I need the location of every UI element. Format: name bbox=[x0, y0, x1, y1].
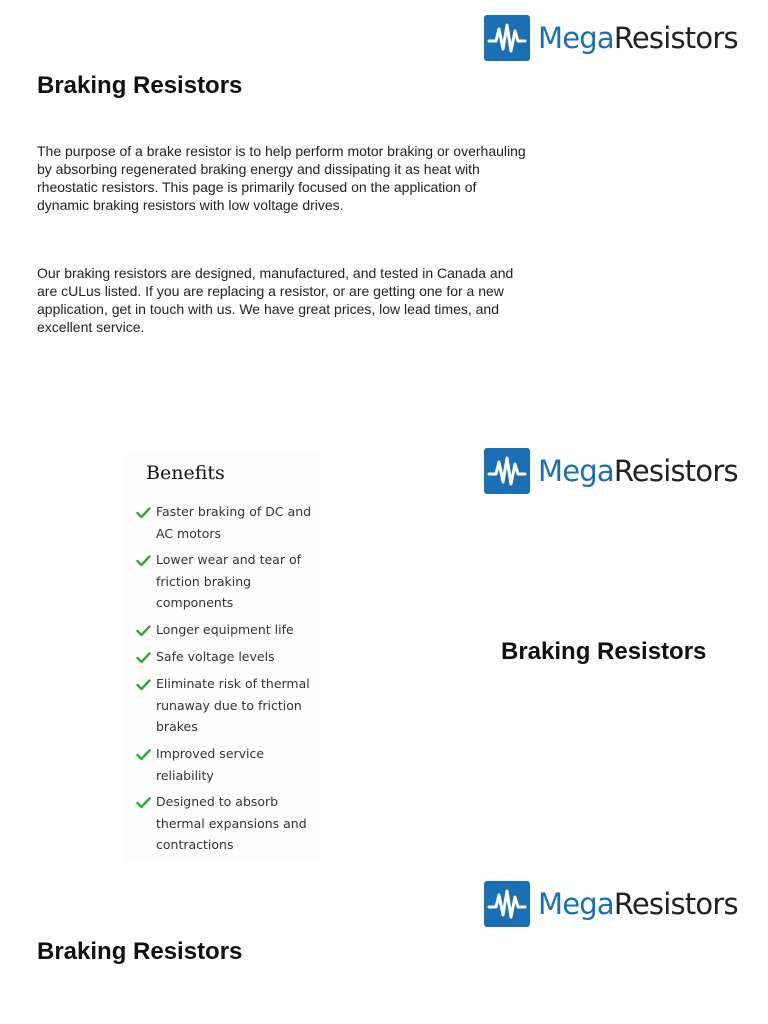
check-icon bbox=[136, 791, 156, 856]
benefit-item: Longer equipment life bbox=[136, 619, 316, 644]
check-icon bbox=[136, 646, 156, 671]
check-icon bbox=[136, 743, 156, 786]
intro-paragraph: The purpose of a brake resistor is to help perform motor braking or overhauling by absorbing regenerated braking energy and dissipating it as heat with rheostatic resistors. This page is primarily focused on the application of dynamic braking resistors with low voltage drives. bbox=[37, 143, 526, 213]
benefit-item: Eliminate risk of thermal runaway due to friction brakes bbox=[136, 673, 316, 738]
page-title: Braking Resistors bbox=[37, 72, 243, 99]
section-title: Braking Resistors bbox=[37, 938, 243, 965]
benefit-item: Safe voltage levels bbox=[136, 646, 316, 671]
benefit-item: Faster braking of DC and AC motors bbox=[136, 501, 316, 544]
megaresistors-logo bbox=[484, 880, 738, 928]
logo-wordmark: MegaResistors bbox=[538, 20, 738, 55]
megaresistors-logo bbox=[484, 14, 738, 62]
check-icon bbox=[136, 549, 156, 614]
logo-wordmark: MegaResistors bbox=[538, 886, 738, 921]
benefit-item: Lower wear and tear of friction braking components bbox=[136, 549, 316, 614]
waveform-logo-icon bbox=[484, 448, 530, 494]
megaresistors-logo bbox=[484, 447, 738, 495]
section-title: Braking Resistors bbox=[501, 638, 707, 665]
check-icon bbox=[136, 673, 156, 738]
benefit-item: Improved service reliability bbox=[136, 743, 316, 786]
check-icon bbox=[136, 619, 156, 644]
waveform-logo-icon bbox=[484, 15, 530, 61]
logo-wordmark: MegaResistors bbox=[538, 453, 738, 488]
about-paragraph: Our braking resistors are designed, manufactured, and tested in Canada and are cULus listed. If you are replacing a resistor, or are getting one for a new application, get in touch with us. We have great prices, low lead times, and excellent service. bbox=[37, 265, 514, 335]
benefit-item: Designed to absorb thermal expansions and contractions bbox=[136, 791, 316, 856]
benefits-panel bbox=[124, 452, 320, 862]
waveform-logo-icon bbox=[484, 881, 530, 927]
benefits-title: Benefits bbox=[146, 462, 225, 484]
check-icon bbox=[136, 501, 156, 544]
